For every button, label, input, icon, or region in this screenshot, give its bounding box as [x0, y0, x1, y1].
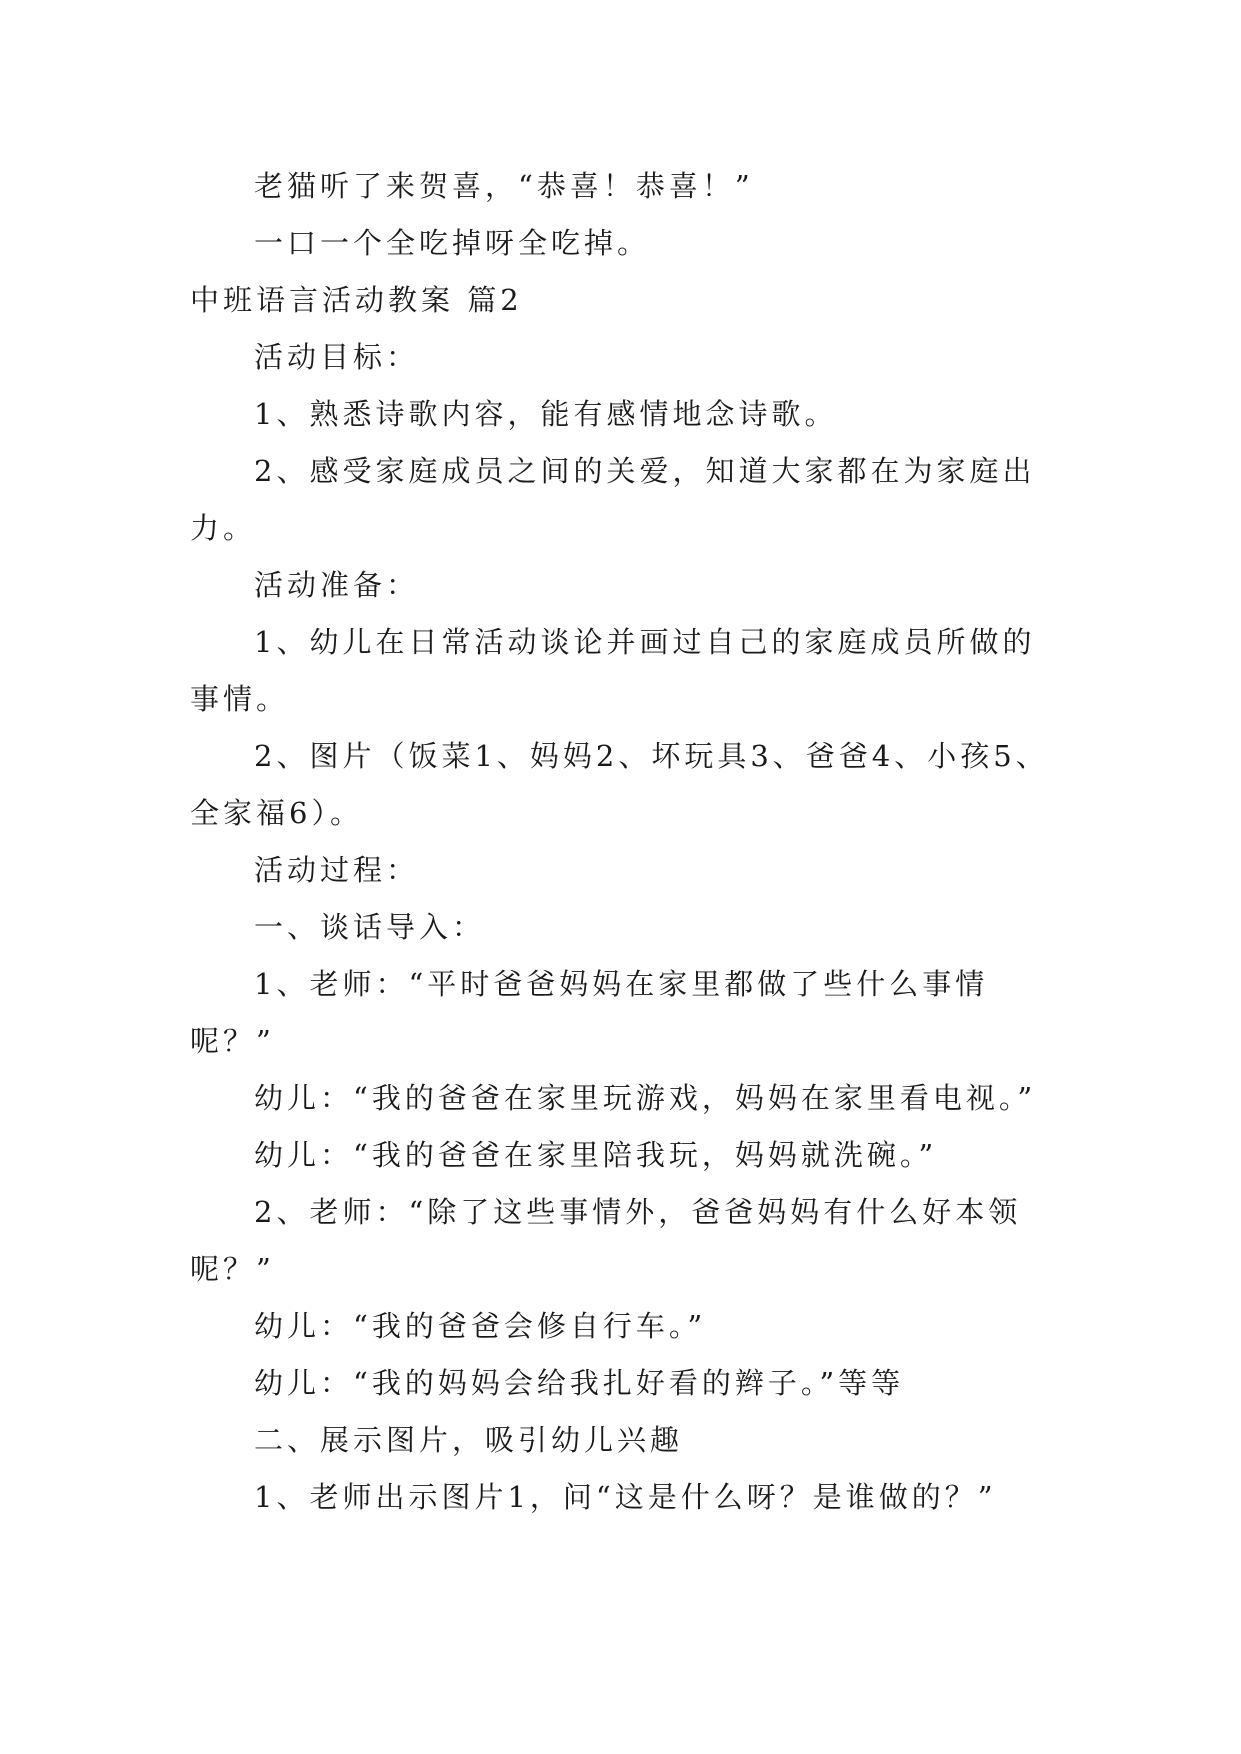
paragraph-line: 1、老师出示图片1，问“这是什么呀？是谁做的？”: [254, 1480, 997, 1514]
section-heading: 中班语言活动教案 篇2: [190, 283, 523, 317]
dialogue-line: 幼儿：“我的妈妈会给我扎好看的辫子。”等等: [254, 1366, 905, 1400]
paragraph-line: 1、老师：“平时爸爸妈妈在家里都做了些什么事情: [254, 967, 989, 1001]
paragraph-line: 呢？”: [190, 1024, 275, 1058]
subheading-goals: 活动目标：: [254, 340, 420, 374]
dialogue-line: 幼儿：“我的爸爸在家里玩游戏，妈妈在家里看电视。”: [254, 1081, 1037, 1115]
paragraph-line: 事情。: [190, 682, 290, 716]
subheading-preparation: 活动准备：: [254, 568, 420, 602]
dialogue-line: 幼儿：“我的爸爸在家里陪我玩，妈妈就洗碗。”: [254, 1138, 938, 1172]
subheading-process: 活动过程：: [254, 853, 420, 887]
paragraph-line: 力。: [190, 511, 257, 545]
paragraph-line: 1、熟悉诗歌内容，能有感情地念诗歌。: [254, 397, 838, 431]
paragraph-line: 1、幼儿在日常活动谈论并画过自己的家庭成员所做的: [254, 625, 1036, 659]
paragraph-line: 一、谈话导入：: [254, 910, 486, 944]
paragraph-line: 2、图片（饭菜1、妈妈2、坏玩具3、爸爸4、小孩5、: [254, 739, 1049, 773]
dialogue-line: 幼儿：“我的爸爸会修自行车。”: [254, 1309, 707, 1343]
paragraph-line: 2、老师：“除了这些事情外，爸爸妈妈有什么好本领: [254, 1195, 1022, 1229]
poem-line: 一口一个全吃掉呀全吃掉。: [254, 226, 651, 260]
poem-line: 老猫听了来贺喜，“恭喜！恭喜！”: [254, 169, 754, 203]
paragraph-line: 全家福6）。: [190, 796, 363, 830]
paragraph-line: 2、感受家庭成员之间的关爱，知道大家都在为家庭出: [254, 454, 1036, 488]
paragraph-line: 呢？”: [190, 1252, 275, 1286]
paragraph-line: 二、展示图片，吸引幼儿兴趣: [254, 1423, 684, 1457]
document-body: [190, 158, 1070, 1526]
